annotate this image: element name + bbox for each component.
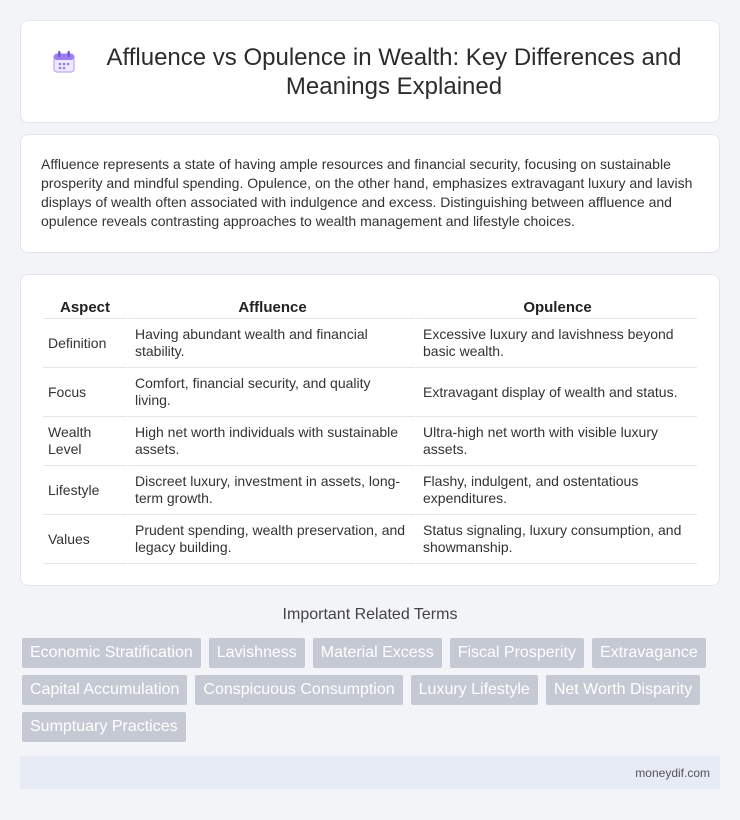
related-term-tag[interactable]: Fiscal Prosperity (450, 638, 584, 668)
intro-card (20, 134, 720, 253)
aspect-cell: Wealth Level (43, 417, 127, 466)
page-title: Affluence vs Opulence in Wealth: Key Differences and Meanings Explained (106, 43, 682, 100)
comparison-table-card (20, 274, 720, 586)
affluence-cell: Having abundant wealth and financial stability. (127, 319, 415, 368)
opulence-cell: Flashy, indulgent, and ostentatious expenditures. (415, 466, 697, 515)
related-term-tag[interactable]: Material Excess (313, 638, 442, 668)
calendar-icon (51, 49, 77, 75)
related-term-tag[interactable]: Sumptuary Practices (22, 712, 186, 742)
affluence-cell: Prudent spending, wealth preservation, and legacy building. (127, 515, 415, 564)
table-row (43, 466, 697, 515)
related-term-tag[interactable]: Conspicuous Consumption (195, 675, 402, 705)
title-card (20, 20, 720, 123)
opulence-cell: Status signaling, luxury consumption, and showmanship. (415, 515, 697, 564)
affluence-cell: Discreet luxury, investment in assets, long-term growth. (127, 466, 415, 515)
intro-paragraph: Affluence represents a state of having ample resources and financial security, focusing on sustainable prosperity and mindful spending. Opulence, on the other hand, emphasizes extravagant luxury and lavish displays of wealth often associated with indulgence and excess. Distinguishing between affluence and opulence reveals contrasting approaches to wealth management and lifestyle choices. (41, 156, 693, 229)
related-term-tag[interactable]: Net Worth Disparity (546, 675, 700, 705)
header-aspect: Aspect (43, 295, 127, 319)
table-row (43, 319, 697, 368)
related-terms-list (22, 638, 722, 749)
aspect-cell: Lifestyle (43, 466, 127, 515)
aspect-cell: Focus (43, 368, 127, 417)
header-affluence: Affluence (127, 295, 415, 319)
table-row (43, 515, 697, 564)
header-opulence: Opulence (415, 295, 697, 319)
related-term-tag[interactable]: Extravagance (592, 638, 706, 668)
comparison-table (43, 295, 697, 564)
opulence-cell: Excessive luxury and lavishness beyond basic wealth. (415, 319, 697, 368)
site-credit[interactable]: moneydif.com (635, 766, 710, 780)
footer (20, 756, 720, 789)
table-row (43, 417, 697, 466)
table-row (43, 368, 697, 417)
related-term-tag[interactable]: Capital Accumulation (22, 675, 187, 705)
opulence-cell: Ultra-high net worth with visible luxury assets. (415, 417, 697, 466)
related-term-tag[interactable]: Economic Stratification (22, 638, 201, 668)
affluence-cell: High net worth individuals with sustainable assets. (127, 417, 415, 466)
aspect-cell: Values (43, 515, 127, 564)
affluence-cell: Comfort, financial security, and quality living. (127, 368, 415, 417)
related-term-tag[interactable]: Luxury Lifestyle (411, 675, 538, 705)
table-header-row (43, 295, 697, 319)
related-term-tag[interactable]: Lavishness (209, 638, 305, 668)
opulence-cell: Extravagant display of wealth and status. (415, 368, 697, 417)
related-terms-title: Important Related Terms (282, 606, 458, 623)
aspect-cell: Definition (43, 319, 127, 368)
